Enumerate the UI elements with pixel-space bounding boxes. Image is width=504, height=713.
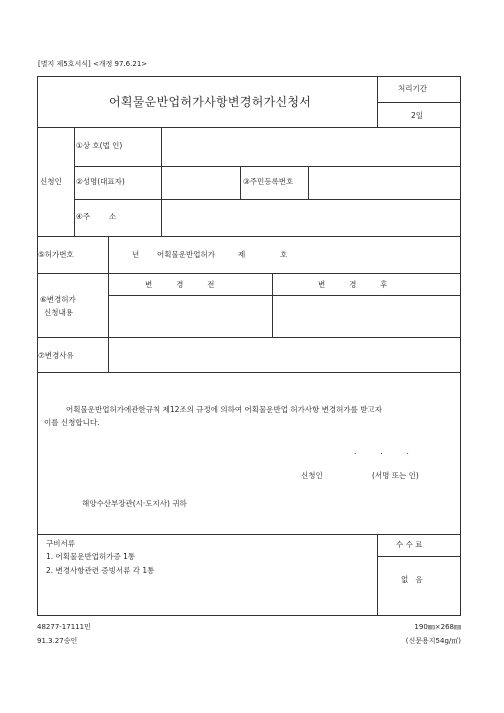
form-code: 48277-17111민 [37,623,91,631]
form-title: 어획물운반업허가사항변경허가신청서 [109,95,312,109]
signature-label: (서명 또는 인) [372,471,419,480]
approval-date: 91.3.27승인 [37,637,78,645]
trade-name-label: ①상 호(법 인) [76,141,123,150]
required-documents-title: 구비서류 [46,539,75,548]
after-change-header: 변 경 후 [318,280,388,289]
change-reason-field[interactable] [109,338,460,372]
permit-year-label: 년 [132,250,140,259]
statement-text: 어획물운반업허가에관한규칙 제12조의 규정에 의하여 어획물운반업 허가사항 변경허가를 받고자 [66,405,383,414]
resident-number-label: ③주민등록번호 [243,177,294,186]
change-request-label: ⑥변경허가 [40,295,76,304]
addressee: 해양수산부장관(시·도지사) 귀하 [82,499,187,508]
divider [37,372,461,373]
permit-no-suffix: 호 [280,250,288,259]
required-document-item: 1. 어획물운반업허가증 1통 [46,552,136,561]
divider [37,273,461,274]
statement-text-2: 이를 신청합니다. [44,418,100,427]
permit-business-label: 어획물운반업허가 [157,250,215,259]
divider [37,236,461,237]
processing-period-label: 처리기간 [398,84,427,93]
fee-label: 수 수 료 [396,540,423,549]
before-change-field[interactable] [109,296,271,337]
processing-period-value: 2일 [411,111,424,120]
address-field[interactable] [162,200,460,236]
divider [74,127,75,236]
applicant-section-label: 신청인 [40,177,62,186]
divider [377,556,461,557]
after-change-field[interactable] [273,296,460,337]
resident-number-field[interactable] [309,167,460,199]
divider [377,534,378,616]
applicant-sign-label: 신청인 [301,471,323,480]
paper-type: (신문용지54g/㎡) [405,637,461,645]
required-document-item: 2. 변경사항관련 증빙서류 각 1통 [46,566,155,575]
divider [377,76,378,127]
change-reason-label: ⑦변경사유 [38,351,74,360]
divider [377,102,461,103]
trade-name-field[interactable] [162,128,460,166]
paper-size: 190㎜×268㎜ [414,623,461,631]
name-representative-field[interactable] [162,167,239,199]
divider [37,534,461,535]
date-placeholder: . . . [354,447,409,456]
permit-no-prefix: 제 [238,250,246,259]
change-request-label-2: 신청내용 [44,308,73,317]
applicant-sign-field[interactable] [328,466,370,480]
form-number-note: [별지 제5호서식] <개정 97.6.21> [38,60,148,68]
name-representative-label: ②성명(대표자) [76,177,125,186]
divider [240,166,241,199]
permit-number-label: ⑤허가번호 [38,250,74,259]
before-change-header: 변 경 전 [145,280,215,289]
address-label: ④주 소 [76,212,117,221]
fee-value: 없 음 [401,575,423,584]
